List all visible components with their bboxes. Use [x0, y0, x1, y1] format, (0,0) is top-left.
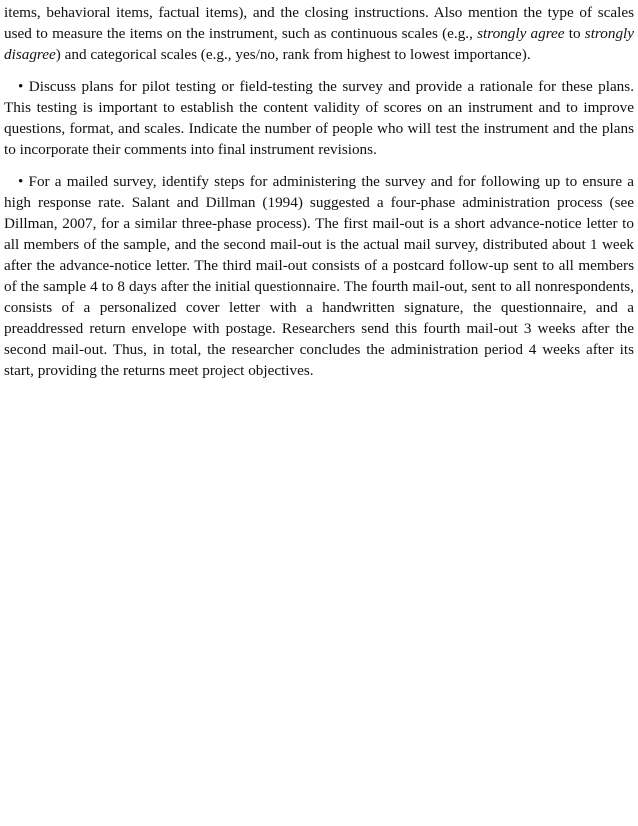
italic-term: strongly agree — [477, 25, 565, 42]
document-page — [4, 2, 634, 392]
paragraph-mailed-survey: • For a mailed survey, identify steps for administering the survey and for following up to ensure a high response rate. Salant and Dillman (1994) suggested a four-phase administration process (see Dillman, 2007, for a similar three-phase process). The first mail-out is a short advance-notice letter to all members of the sample, and the second mail-out is the actual mail survey, distributed about 1 week after the advance-notice letter. The third mail-out consists of a postcard follow-up sent to all members of the sample 4 to 8 days after the initial questionnaire. The fourth mail-out, sent to all nonrespondents, consists of a personalized cover letter with a handwritten signature, the questionnaire, and a preaddressed return envelope with postage. Researchers send this fourth mail-out 3 weeks after the second mail-out. Thus, in total, the researcher concludes the administration period 4 weeks after its start, providing the returns meet project objectives. — [4, 173, 634, 379]
text-segment: to — [564, 25, 585, 42]
paragraph-pilot-testing: • Discuss plans for pilot testing or field-testing the survey and provide a rationale for these plans. This testing is important to establish the content validity of scores on an instrument and to improve questions, format, and scales. Indicate the number of people who will test the instrument and the plans to incorporate their comments into final instrument revisions. — [4, 78, 634, 158]
italic-term: strongly disagree — [4, 25, 634, 63]
text-segment: items, behavioral items, factual items), and the closing instructions. Also mention the type of scales used to measure the items on the instrument, such as continuous scales (e.g., — [4, 4, 634, 42]
text-segment: ) and categorical scales (e.g., yes/no, rank from highest to lowest importance). — [55, 46, 531, 63]
paragraph-scales — [4, 2, 634, 65]
